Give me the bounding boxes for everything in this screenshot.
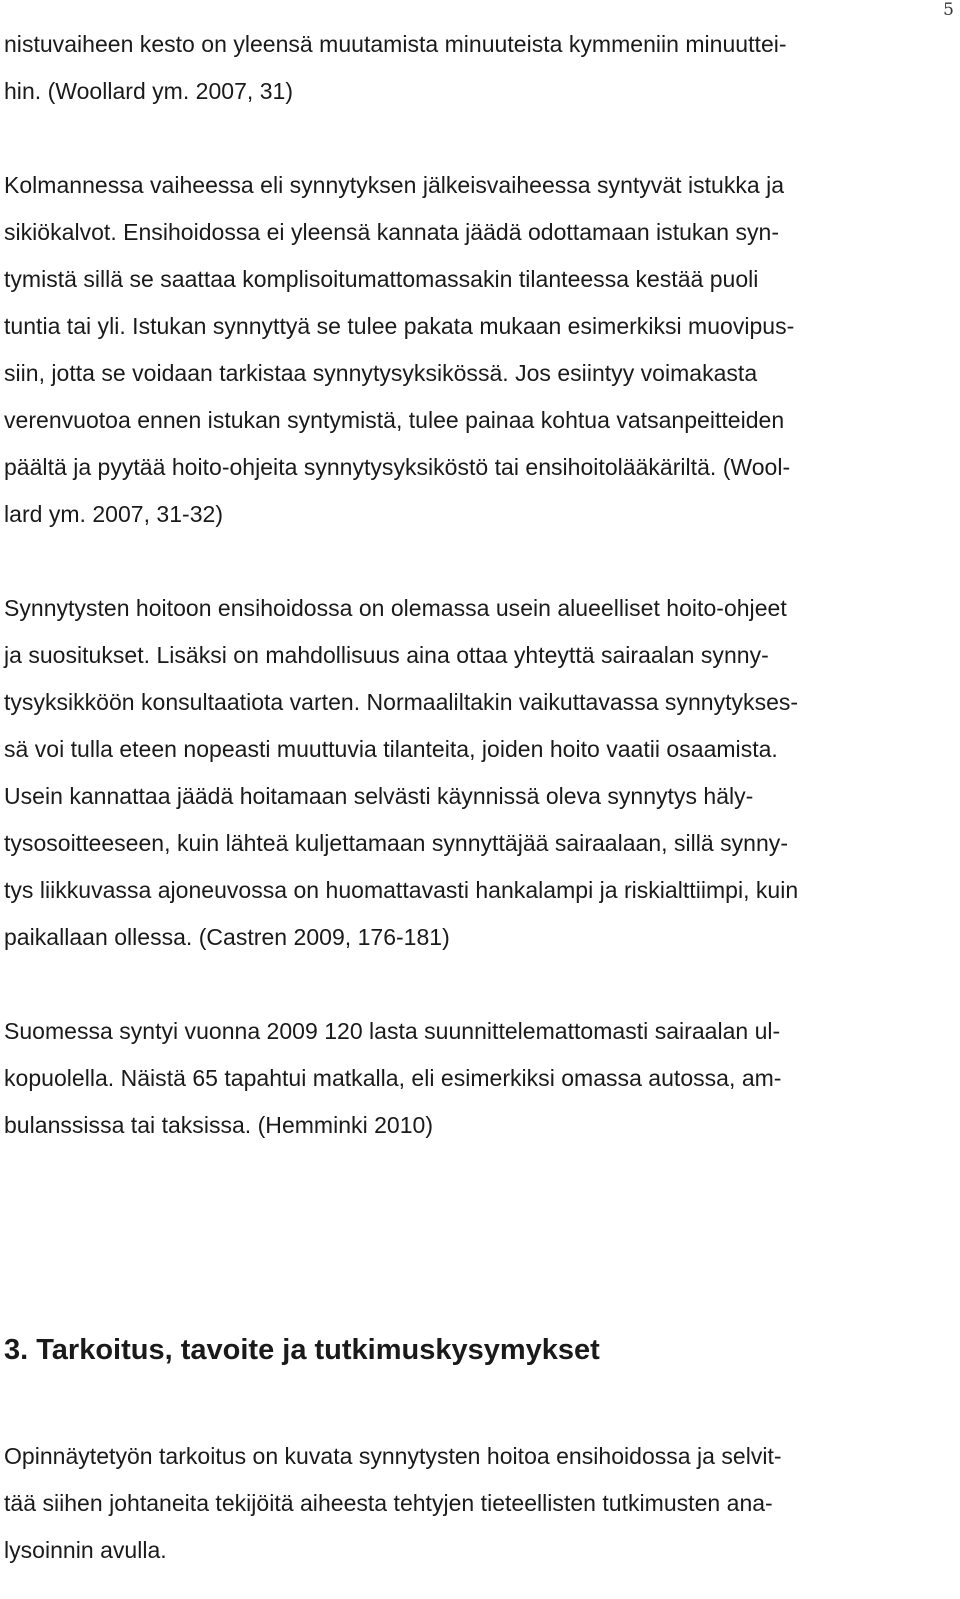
text-line: tysosoitteeseen, kuin lähteä kuljettamaan synnyttäjää sairaalaan, sillä synny- <box>4 830 788 856</box>
paragraph-4 <box>4 1008 954 1149</box>
text-line: Usein kannattaa jäädä hoitamaan selvästi käynnissä oleva synnytys häly- <box>4 783 754 809</box>
text-line: hin. (Woollard ym. 2007, 31) <box>4 78 294 104</box>
text-line: ja suositukset. Lisäksi on mahdollisuus aina ottaa yhteyttä sairaalan synny- <box>4 642 769 668</box>
section-heading: 3. Tarkoitus, tavoite ja tutkimuskysymykset <box>4 1334 600 1366</box>
text-line: bulanssissa tai taksissa. (Hemminki 2010) <box>4 1112 434 1138</box>
text-line: nistuvaiheen kesto on yleensä muutamista minuuteista kymmeniin minuuttei- <box>4 31 787 57</box>
text-line: päältä ja pyytää hoito-ohjeita synnytysyksiköstö tai ensihoitolääkäriltä. (Wool- <box>4 454 791 480</box>
text-line: lysoinnin avulla. <box>4 1537 167 1563</box>
paragraph-1 <box>4 21 954 115</box>
text-line: tymistä sillä se saattaa komplisoitumattomassakin tilanteessa kestää puoli <box>4 266 759 292</box>
text-line: Opinnäytetyön tarkoitus on kuvata synnytysten hoitoa ensihoidossa ja selvit- <box>4 1443 782 1469</box>
body-text <box>4 21 954 1149</box>
text-line: tuntia tai yli. Istukan synnyttyä se tulee pakata mukaan esimerkiksi muovipus- <box>4 313 795 339</box>
text-line: paikallaan ollessa. (Castren 2009, 176-181) <box>4 924 450 950</box>
text-line: Kolmannessa vaiheessa eli synnytyksen jälkeisvaiheessa syntyvät istukka ja <box>4 172 785 198</box>
text-line: Synnytysten hoitoon ensihoidossa on olemassa usein alueelliset hoito-ohjeet <box>4 595 787 621</box>
paragraph-5 <box>4 1433 954 1574</box>
text-line: Suomessa syntyi vuonna 2009 120 lasta suunnittelemattomasti sairaalan ul- <box>4 1018 781 1044</box>
text-line: lard ym. 2007, 31-32) <box>4 501 224 527</box>
text-line: kopuolella. Näistä 65 tapahtui matkalla, eli esimerkiksi omassa autossa, am- <box>4 1065 782 1091</box>
page-number: 5 <box>943 0 954 20</box>
text-line: tys liikkuvassa ajoneuvossa on huomattavasti hankalampi ja riskialttiimpi, kuin <box>4 877 799 903</box>
text-line: sä voi tulla eteen nopeasti muuttuvia tilanteita, joiden hoito vaatii osaamista. <box>4 736 778 762</box>
text-line: tysyksikköön konsultaatiota varten. Normaaliltakin vaikuttavassa synnytykses- <box>4 689 799 715</box>
text-line: sikiökalvot. Ensihoidossa ei yleensä kannata jäädä odottamaan istukan syn- <box>4 219 780 245</box>
paragraph-2 <box>4 162 954 538</box>
text-line: siin, jotta se voidaan tarkistaa synnytysyksikössä. Jos esiintyy voimakasta <box>4 360 758 386</box>
text-line: verenvuotoa ennen istukan syntymistä, tulee painaa kohtua vatsanpeitteiden <box>4 407 785 433</box>
paragraph-3 <box>4 585 954 961</box>
text-line: tää siihen johtaneita tekijöitä aiheesta tehtyjen tieteellisten tutkimusten ana- <box>4 1490 773 1516</box>
